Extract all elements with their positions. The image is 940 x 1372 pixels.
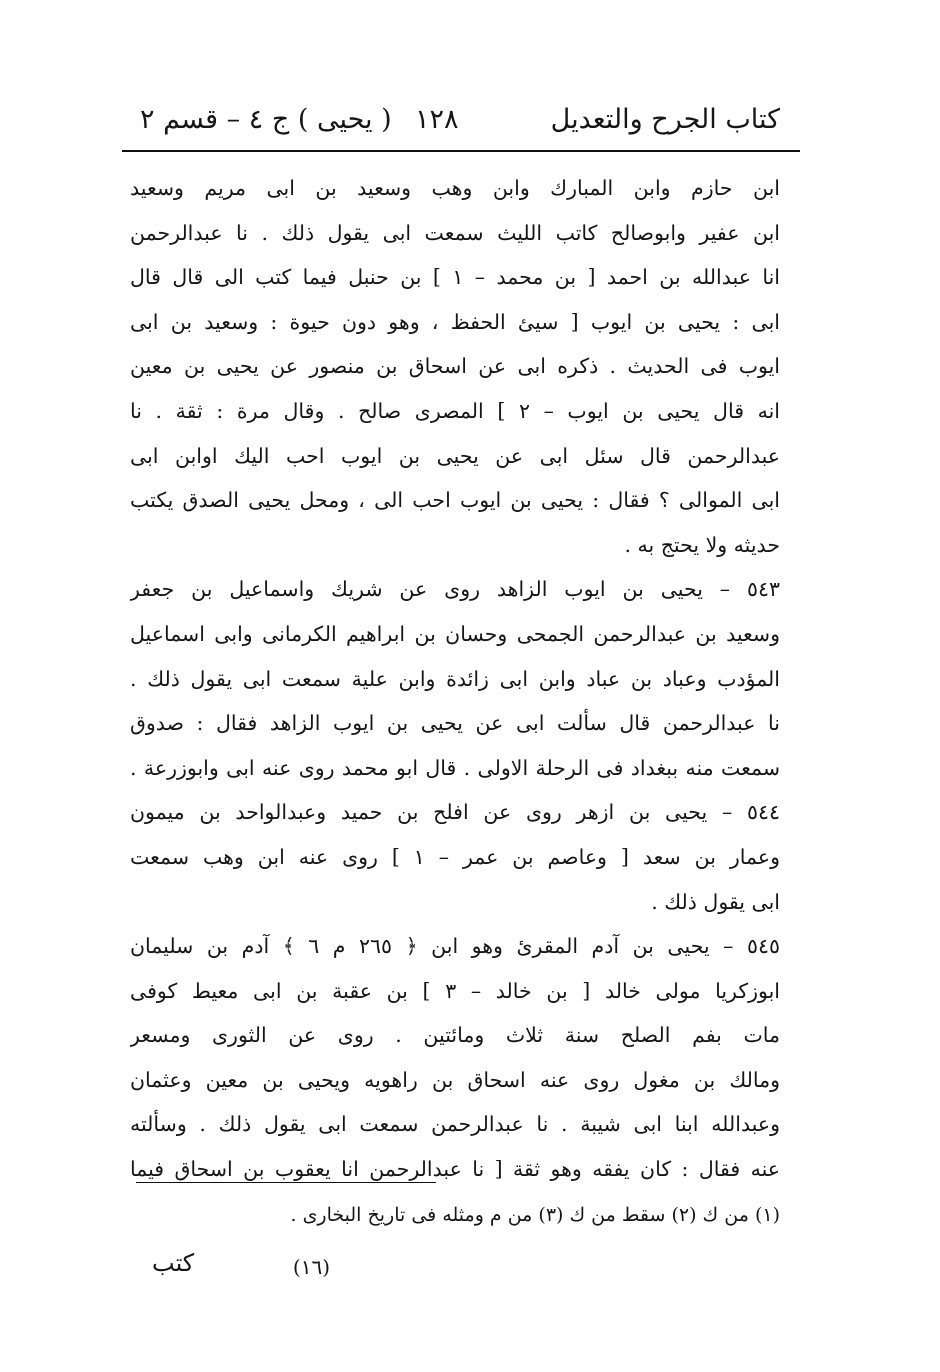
text-line: وعبدالله ابنا ابى شيبة . نا عبدالرحمن سمعت ابى يقول ذلك . وسألته — [130, 1112, 780, 1137]
entry-545-line: ٥٤٥ – يحيى بن آدم المقرئ وهو ابن ﴿ ٢٦٥ م ٦ ﴾ آدم بن سليمان — [130, 934, 780, 959]
text-line: انه قال يحيى بن ايوب – ٢ ] المصرى صالح . وقال مرة : ثقة . نا — [130, 398, 780, 423]
entry-544-line: ٥٤٤ – يحيى بن ازهر روى عن افلح بن حميد وعبدالواحد بن ميمون — [130, 800, 780, 825]
page-header — [130, 98, 780, 142]
text-line: ومالك بن مغول روى عنه اسحاق بن راهويه ويحيى بن معين وعثمان — [130, 1067, 780, 1092]
page-number: ١٢٨ — [415, 104, 459, 135]
text-line: ايوب فى الحديث . ذكره ابى عن اسحاق بن منصور عن يحيى بن معين — [130, 354, 780, 379]
volume-label: ( يحيى ) ج ٤ – قسم ٢ — [140, 104, 392, 135]
text-line: ابن حازم وابن المبارك وابن وهب وسعيد بن ابى مريم وسعيد — [130, 176, 780, 200]
text-line: سمعت منه ببغداد فى الرحلة الاولى . قال ابو محمد روى عنه ابى وابوزرعة . — [130, 755, 780, 780]
footnote-rule — [136, 1182, 436, 1183]
text-line: ابى الموالى ؟ فقال : يحيى بن ايوب احب الى ، ومحل يحيى الصدق يكتب — [130, 488, 780, 513]
text-line: عنه فقال : كان يفقه وهو ثقة [ نا عبدالرحمن انا يعقوب بن اسحاق فيما — [130, 1157, 780, 1182]
book-title: كتاب الجرح والتعديل — [550, 104, 780, 135]
main-text — [130, 166, 780, 1192]
text-line: وسعيد بن عبدالرحمن الجمحى وحسان بن ابراهيم الكرمانى وابى اسماعيل — [130, 621, 780, 646]
text-line: ابوزكريا مولى خالد [ بن خالد – ٣ ] بن عقبة بن ابى معيط كوفى — [130, 978, 780, 1003]
text-line: ابن عفير وابوصالح كاتب الليث سمعت ابى يقول ذلك . نا عبدالرحمن — [130, 220, 780, 245]
text-line: وعمار بن سعد [ وعاصم بن عمر – ١ ] روى عنه ابن وهب سمعت — [130, 844, 780, 869]
document-page — [130, 86, 780, 1326]
text-line: ابى يقول ذلك . — [651, 889, 780, 914]
text-line: ابى : يحيى بن ايوب [ سيئ الحفظ ، وهو دون حيوة : وسعيد بن ابى — [130, 309, 780, 334]
entry-543-line: ٥٤٣ – يحيى بن ايوب الزاهد روى عن شريك واسماعيل بن جعفر — [130, 577, 780, 602]
text-line: عبدالرحمن قال سئل ابى عن يحيى بن ايوب احب اليك اوابن ابى — [130, 443, 780, 468]
footnote: (١) من ك (٢) سقط من ك (٣) من م ومثله فى تاريخ البخارى . — [290, 1204, 780, 1226]
text-line: انا عبدالله بن احمد [ بن محمد – ١ ] بن حنبل فيما كتب الى قال قال — [130, 265, 780, 290]
text-line: حديثه ولا يحتج به . — [624, 532, 780, 557]
catchword: كتب — [152, 1249, 195, 1277]
text-line: نا عبدالرحمن قال سألت ابى عن يحيى بن ايوب الزاهد فقال : صدوق — [130, 711, 780, 736]
text-line: المؤدب وعباد بن عباد وابن ابى زائدة وابن علية سمعت ابى يقول ذلك . — [130, 666, 780, 691]
text-line: مات بفم الصلح سنة ثلاث ومائتين . روى عن الثورى ومسعر — [130, 1023, 780, 1048]
signature-mark: (١٦) — [292, 1255, 330, 1279]
header-rule — [122, 150, 800, 152]
